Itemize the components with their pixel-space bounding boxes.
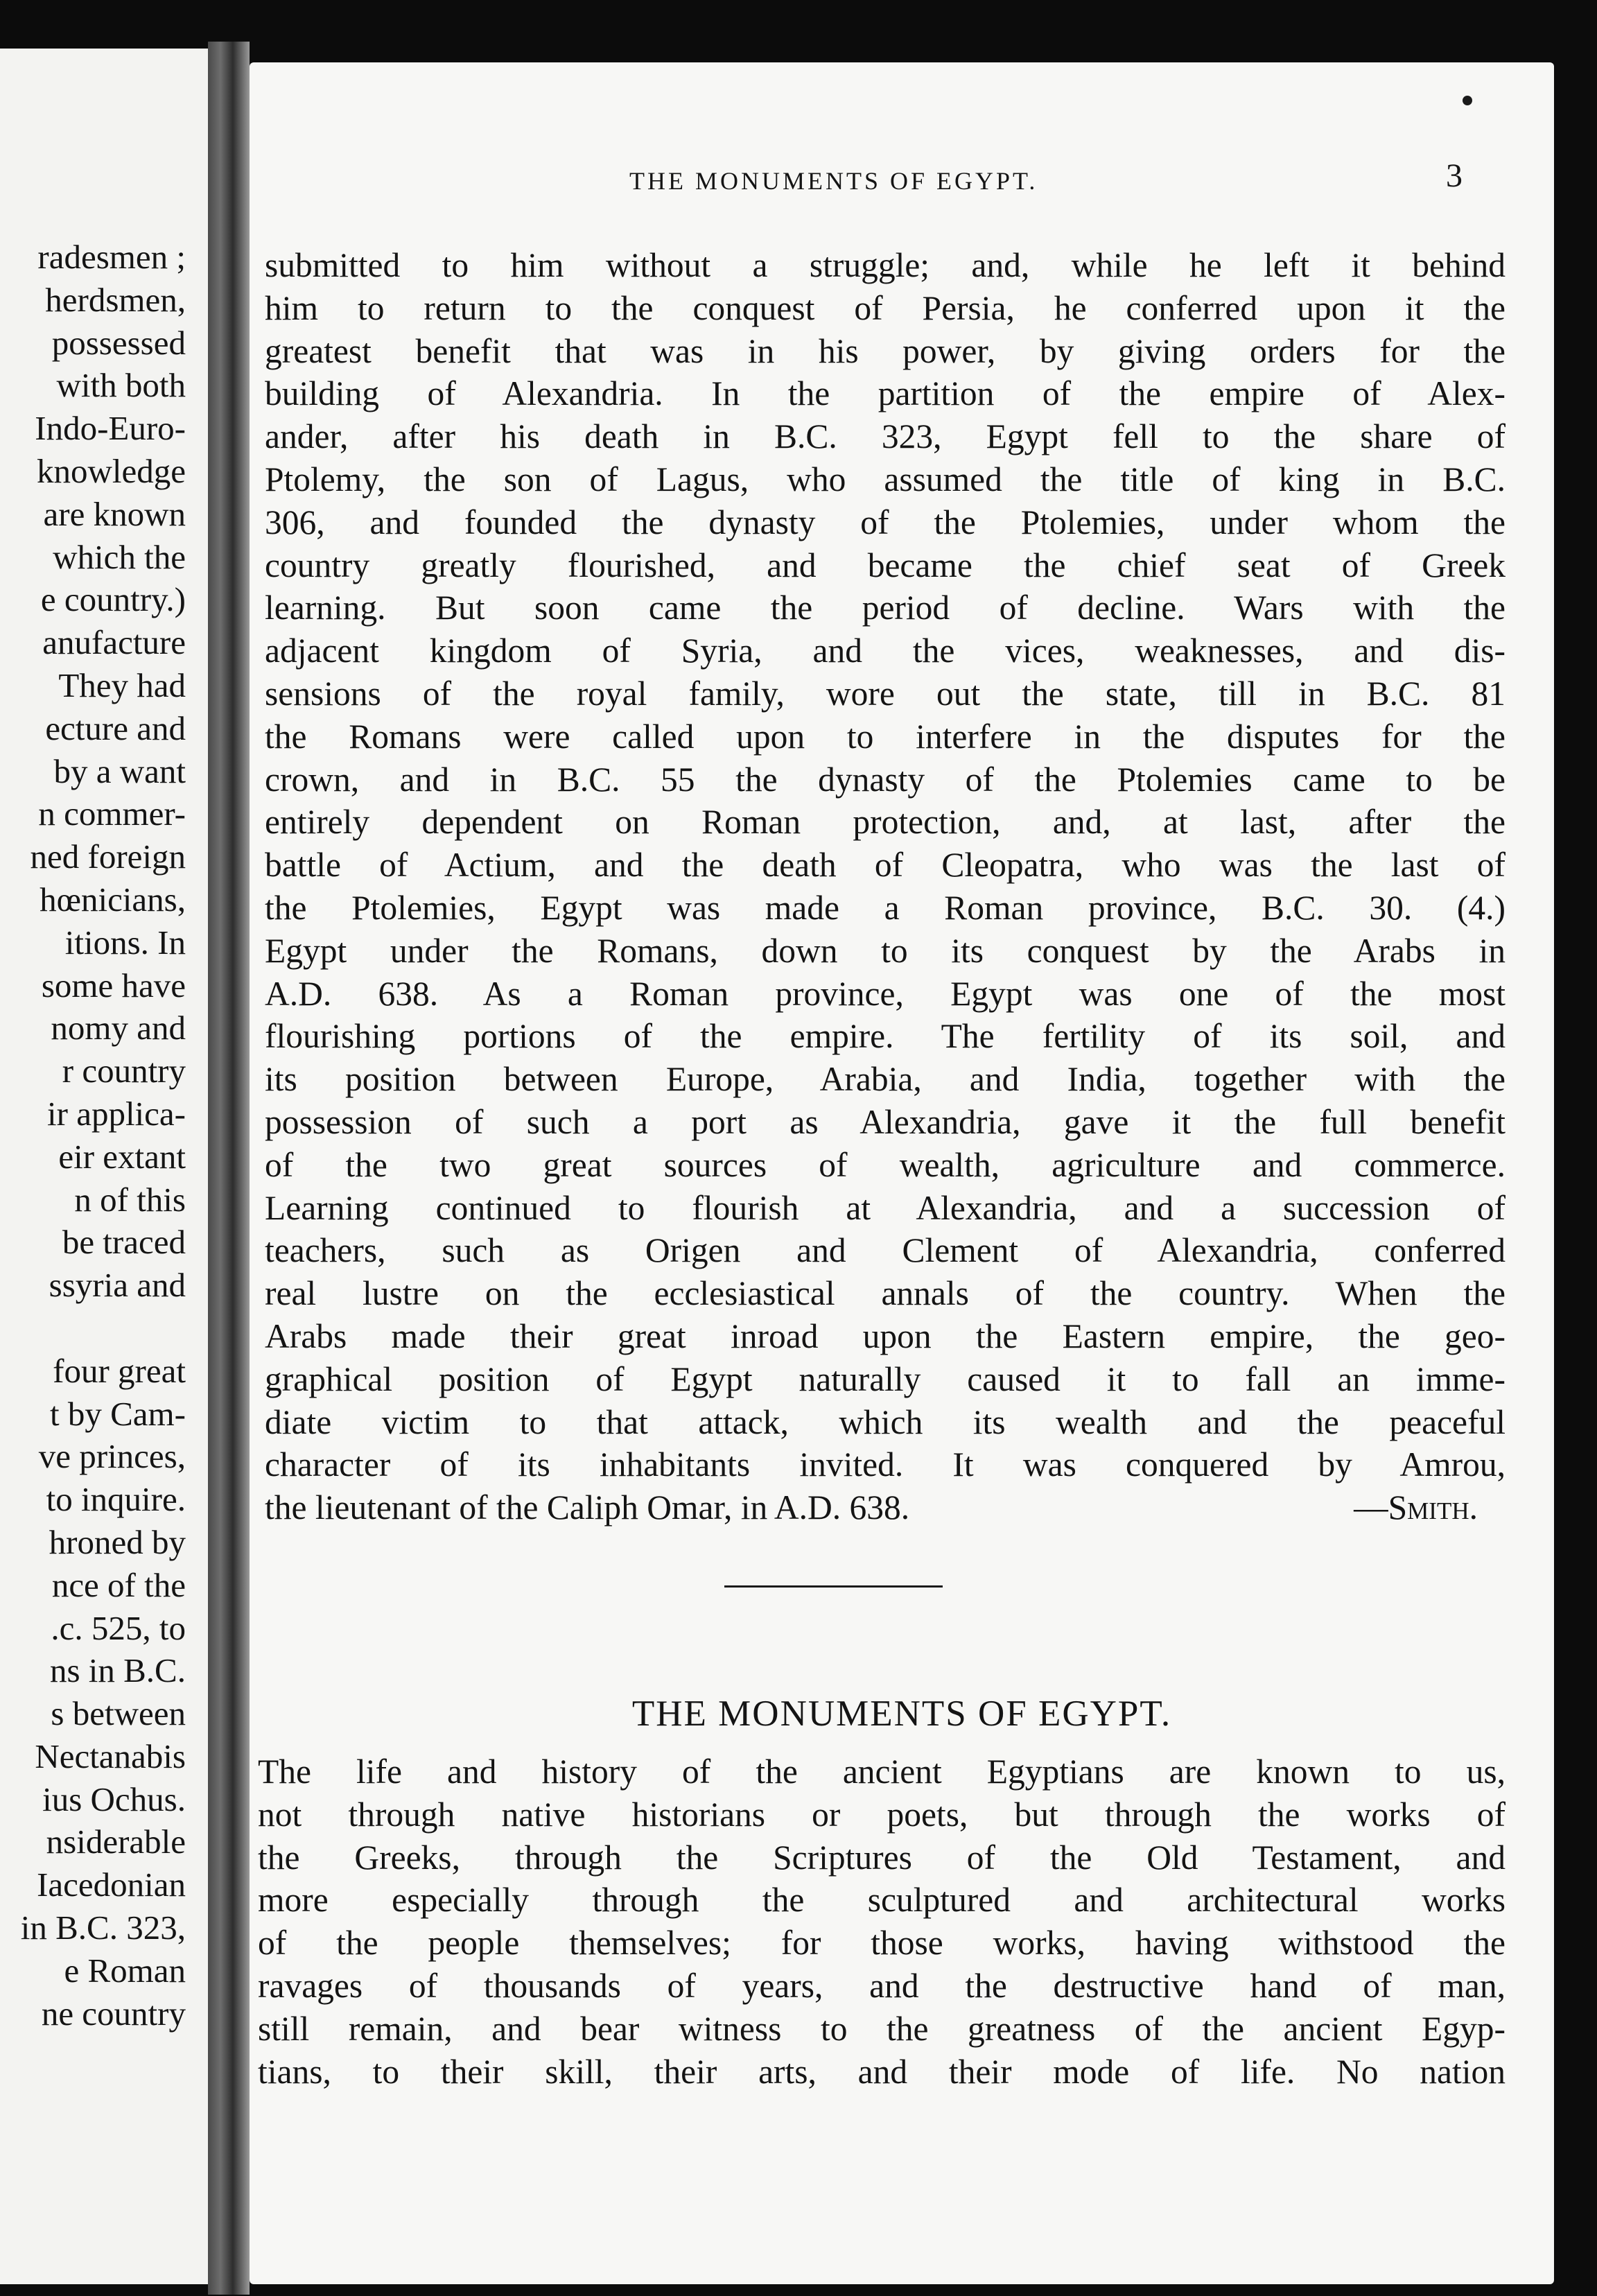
- text-line: the Ptolemies, Egypt was made a Roman province, B.C. 30. (4.): [265, 888, 1506, 927]
- left-text-line: anufacture: [42, 623, 186, 662]
- text-line: Egypt under the Romans, down to its conquest by the Arabs in: [265, 931, 1506, 970]
- current-page: [250, 62, 1554, 2284]
- left-text-line: r country: [62, 1052, 186, 1090]
- left-text-line: s between: [51, 1694, 186, 1733]
- previous-page-text: [21, 236, 186, 2035]
- text-line: diate victim to that attack, which its wealth and the peaceful: [265, 1402, 1506, 1441]
- ink-speck: [1463, 96, 1472, 105]
- text-line: not through native historians or poets, but through the works of: [258, 1795, 1506, 1834]
- text-line: ander, after his death in B.C. 323, Egypt fell to the share of: [265, 417, 1506, 456]
- left-text-line: by a want: [53, 751, 186, 790]
- text-line: more especially through the sculptured and architectural works: [258, 1881, 1506, 1920]
- final-line: the lieutenant of the Caliph Omar, in A.D. 638.: [265, 1488, 910, 1527]
- text-line: greatest benefit that was in his power, by giving orders for the: [265, 331, 1506, 370]
- left-text-line: be traced: [62, 1223, 186, 1262]
- text-line: its position between Europe, Arabia, and India, together with the: [265, 1060, 1506, 1099]
- left-text-line: with both: [56, 366, 186, 405]
- left-text-line: Nectanabis: [35, 1737, 186, 1775]
- text-line: The life and history of the ancient Egyptians are known to us,: [258, 1753, 1506, 1791]
- left-text-line: e country.): [40, 580, 186, 619]
- text-line: the Romans were called upon to interfere in the disputes for the: [265, 717, 1506, 756]
- left-text-line: ius Ochus.: [42, 1780, 186, 1818]
- left-text-line: hroned by: [49, 1522, 186, 1561]
- text-line: character of its inhabitants invited. It was conquered by Amrou,: [265, 1445, 1506, 1484]
- left-text-line: ssyria and: [49, 1266, 186, 1305]
- running-head: THE MONUMENTS OF EGYPT.: [629, 167, 1038, 195]
- left-text-line: nomy and: [51, 1009, 186, 1047]
- left-text-line: nsiderable: [46, 1823, 186, 1861]
- text-line: him to return to the conquest of Persia, he conferred upon it the: [265, 288, 1506, 327]
- left-text-line: possessed: [51, 323, 186, 362]
- left-text-line: itions. In: [64, 923, 186, 962]
- left-text-line: eir extant: [58, 1137, 186, 1176]
- left-text-line: some have: [41, 966, 186, 1004]
- left-text-line: ve princes,: [38, 1437, 186, 1476]
- text-line: Ptolemy, the son of Lagus, who assumed the title of king in B.C.: [265, 460, 1506, 498]
- left-text-line: radesmen ;: [37, 238, 186, 276]
- section-title: THE MONUMENTS OF EGYPT.: [631, 1694, 1172, 1734]
- previous-page: [0, 49, 209, 2284]
- left-text-line: ir applica-: [47, 1094, 186, 1133]
- left-text-line: four great: [53, 1351, 186, 1390]
- left-text-line: nce of the: [51, 1565, 186, 1604]
- left-text-line: n of this: [74, 1180, 186, 1219]
- text-line: real lustre on the ecclesiastical annals of the country. When the: [265, 1274, 1506, 1313]
- left-text-line: n commer-: [38, 794, 186, 833]
- main-paragraph: [265, 244, 1506, 1529]
- section-divider: [724, 1585, 943, 1588]
- left-text-line: knowledge: [37, 451, 186, 490]
- left-text-line: to inquire.: [46, 1480, 186, 1519]
- text-line: still remain, and bear witness to the greatness of the ancient Egyp-: [258, 2009, 1506, 2048]
- text-line: sensions of the royal family, wore out the state, till in B.C. 81: [265, 674, 1506, 713]
- text-line: 306, and founded the dynasty of the Ptolemies, under whom the: [265, 503, 1506, 541]
- left-text-line: ns in B.C.: [49, 1651, 186, 1690]
- text-line: entirely dependent on Roman protection, and, at last, after the: [265, 803, 1506, 842]
- text-line: flourishing portions of the empire. The fertility of its soil, and: [265, 1017, 1506, 1056]
- text-line: the Greeks, through the Scriptures of the Old Testament, and: [258, 1838, 1506, 1877]
- text-line: learning. But soon came the period of decline. Wars with the: [265, 589, 1506, 627]
- left-text-line: They had: [58, 666, 186, 704]
- left-text-line: ned foreign: [30, 837, 186, 876]
- left-text-line: are known: [43, 494, 186, 533]
- text-line: crown, and in B.C. 55 the dynasty of the Ptolemies came to be: [265, 760, 1506, 799]
- text-line: Arabs made their great inroad upon the Eastern empire, the geo-: [265, 1316, 1506, 1355]
- left-text-line: ecture and: [45, 708, 186, 747]
- book-gutter: [208, 42, 250, 2295]
- left-text-line: Indo-Euro-: [35, 409, 186, 448]
- left-text-line: [21, 1307, 186, 1350]
- text-line: tians, to their skill, their arts, and their mode of life. No nation: [258, 2052, 1506, 2091]
- left-text-line: ne country: [41, 1994, 186, 2033]
- text-line: A.D. 638. As a Roman province, Egypt was one of the most: [265, 974, 1506, 1013]
- text-line: building of Alexandria. In the partition of the empire of Alex-: [265, 374, 1506, 413]
- text-line: possession of such a port as Alexandria, gave it the full benefit: [265, 1102, 1506, 1141]
- left-text-line: which the: [53, 537, 186, 576]
- text-line: Learning continued to flourish at Alexandria, and a succession of: [265, 1188, 1506, 1227]
- text-line: of the two great sources of wealth, agriculture and commerce.: [265, 1145, 1506, 1184]
- text-line: ravages of thousands of years, and the destructive hand of man,: [258, 1966, 1506, 2005]
- left-text-line: Iacedonian: [37, 1866, 186, 1904]
- page-number: 3: [1446, 157, 1463, 194]
- left-text-line: e Roman: [64, 1951, 186, 1990]
- left-text-line: t by Cam-: [50, 1394, 186, 1433]
- text-line: adjacent kingdom of Syria, and the vices, weaknesses, and dis-: [265, 632, 1506, 670]
- attribution: —Smith.: [1354, 1488, 1478, 1527]
- text-line: of the people themselves; for those works, having withstood the: [258, 1924, 1506, 1963]
- text-line: teachers, such as Origen and Clement of Alexandria, conferred: [265, 1231, 1506, 1270]
- left-text-line: herdsmen,: [45, 280, 186, 319]
- left-text-line: hœnicians,: [40, 880, 186, 919]
- text-line: graphical position of Egypt naturally caused it to fall an imme-: [265, 1359, 1506, 1398]
- section-paragraph: [258, 1750, 1506, 2093]
- left-text-line: .c. 525, to: [51, 1608, 186, 1647]
- text-line: country greatly flourished, and became the chief seat of Greek: [265, 546, 1506, 584]
- text-line: submitted to him without a struggle; and, while he left it behind: [265, 246, 1506, 284]
- text-line: battle of Actium, and the death of Cleopatra, who was the last of: [265, 846, 1506, 885]
- closing-line: [265, 1486, 1506, 1529]
- left-text-line: in B.C. 323,: [20, 1908, 186, 1947]
